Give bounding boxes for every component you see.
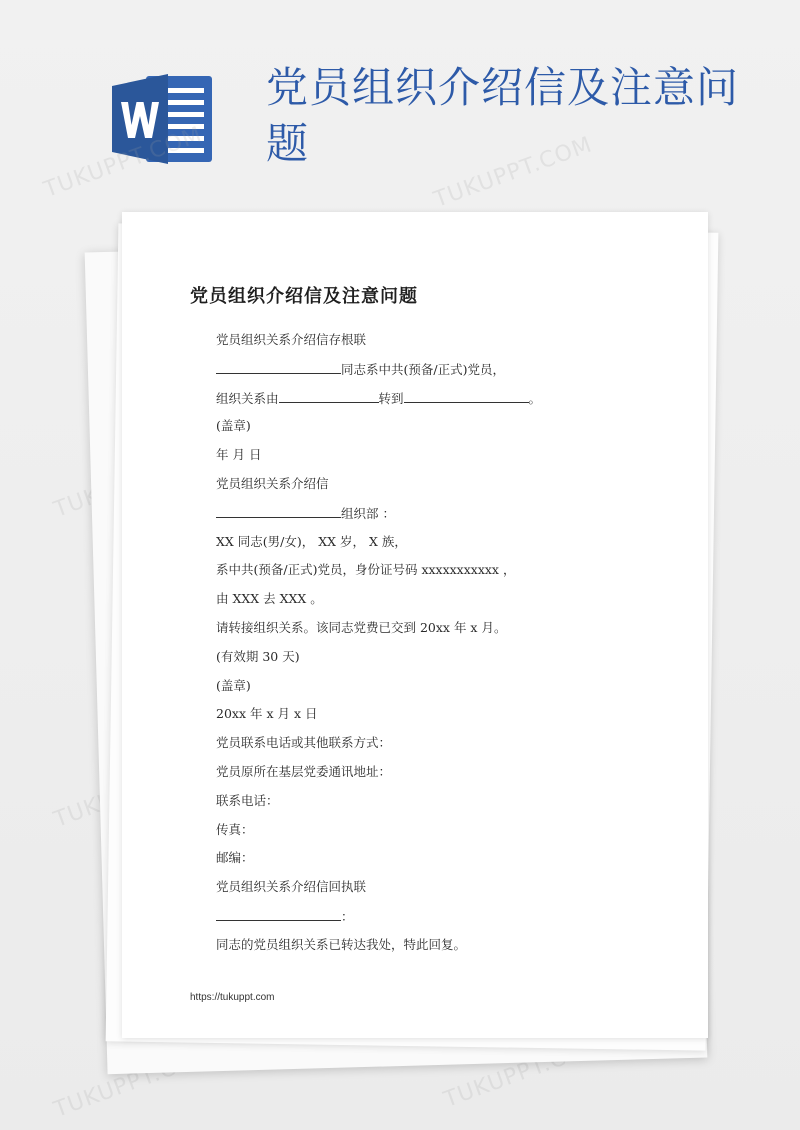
body-line (216, 591, 323, 607)
body-line (216, 908, 354, 925)
body-line (216, 937, 466, 953)
footer-url: https://tukuppt.com (190, 992, 275, 1003)
line-text: 同志的党员组织关系已转达我处，特此回复。 (216, 936, 467, 952)
watermark: TUKUPPT.COM (440, 1032, 606, 1113)
line-text: 组织关系由 (216, 390, 279, 406)
body-line (216, 534, 407, 550)
body-line (216, 361, 505, 378)
line-text: 20xx 年 x 月 x 日 (216, 706, 318, 722)
line-text: ： (341, 909, 354, 924)
body-line (216, 447, 261, 463)
line-text: 由 XXX 去 XXX 。 (216, 591, 323, 607)
line-text: 。 (528, 390, 542, 406)
line-text: 党员组织关系介绍信存根联 (216, 332, 367, 347)
line-text: 党员组织关系介绍信回执联 (216, 879, 367, 895)
watermark: TUKUPPT.COM (50, 1042, 216, 1123)
document-title: 党员组织介绍信及注意问题 (190, 286, 418, 307)
line-text: (盖章) (216, 677, 251, 693)
line-text: 党员组织关系介绍信 (216, 476, 329, 491)
line-text: (有效期 30 天) (216, 648, 300, 664)
fill-in-blank (404, 390, 529, 403)
body-line (216, 390, 541, 407)
body-line (216, 476, 329, 492)
body-line (216, 735, 391, 751)
watermark: TUKUPPT.COM (430, 132, 596, 213)
line-text: 同志系中共(预备/正式)党员， (341, 361, 505, 377)
line-text: XX 同志(男/女)， XX 岁， X 族， (216, 533, 407, 549)
watermark: TUKUPPT.COM (40, 122, 206, 203)
line-text: 联系电话： (216, 792, 279, 808)
fill-in-blank (216, 505, 341, 518)
body-line (216, 822, 254, 838)
body-line (216, 793, 279, 809)
line-text: 邮编： (216, 850, 254, 866)
line-text: 组织部 ： (341, 505, 395, 521)
banner-title: 党员组织介绍信及注意问题 (266, 63, 740, 168)
body-line (216, 678, 251, 694)
fill-in-blank (279, 390, 379, 403)
fill-in-blank (216, 361, 341, 374)
body-line (216, 764, 391, 780)
line-text: 党员联系电话或其他联系方式： (216, 735, 392, 751)
body-line (216, 850, 254, 866)
body-line (216, 332, 366, 348)
line-text: 年 月 日 (216, 447, 262, 463)
line-text: 党员原所在基层党委通讯地址： (216, 764, 392, 779)
body-line (216, 649, 300, 665)
line-text: 请转接组织关系。该同志党费已交到 20xx 年 x 月。 (216, 620, 507, 635)
line-text: 转到 (378, 390, 404, 406)
body-line (216, 879, 366, 895)
line-text: 传真： (216, 821, 254, 837)
body-line (216, 620, 506, 636)
line-text: 系中共(预备/正式)党员，身份证号码 xxxxxxxxxxx ， (216, 562, 516, 578)
body-line (216, 706, 317, 722)
word-icon (112, 72, 214, 166)
body-line (216, 418, 251, 434)
fill-in-blank (216, 908, 341, 921)
body-line (216, 562, 515, 578)
body-line (216, 505, 395, 522)
line-text: (盖章) (216, 418, 251, 434)
